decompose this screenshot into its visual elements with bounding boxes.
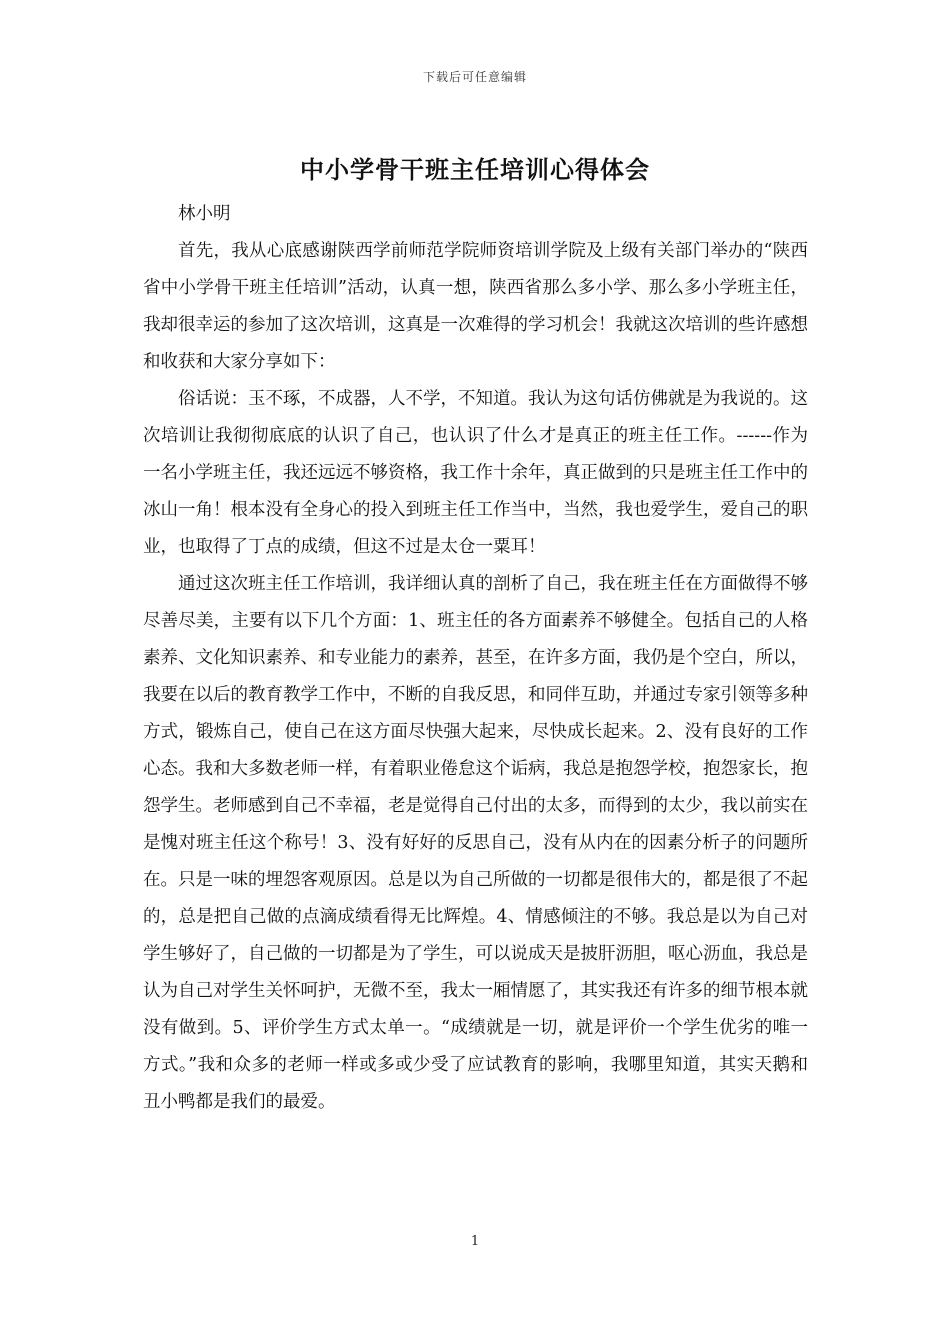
header-note: 下载后可任意编辑 — [422, 70, 527, 84]
document-body — [143, 196, 808, 1121]
paragraph-1: 首先，我从心底感谢陕西学前师范学院师资培训学院及上级有关部门举办的“陕西省中小学骨干班主任培训”活动，认真一想，陕西省那么多小学、那么多小学班主任，我却很幸运的参加了这次培训，这真是一次难得的学习机会！我就这次培训的些许感想和收获和大家分享如下： — [143, 241, 808, 372]
document-title: 中小学骨干班主任培训心得体会 — [300, 155, 650, 184]
page-number: 1 — [470, 1234, 480, 1249]
author-name: 林小明 — [178, 204, 231, 224]
paragraph-3: 通过这次班主任工作培训，我详细认真的剖析了自己，我在班主任在方面做得不够尽善尽美，主要有以下几个方面：1、班主任的各方面素养不够健全。包括自己的人格素养、文化知识素养、和专业能力的素养，甚至，在许多方面，我仍是个空白，所以，我要在以后的教育教学工作中，不断的自我反思，和同伴互助，并通过专家引领等多种方式，锻炼自己，使自己在这方面尽快强大起来，尽快成长起来。2、没有良好的工作心态。我和大多数老师一样，有着职业倦怠这个诟病，我总是抱怨学校，抱怨家长，抱怨学生。老师感到自己不幸福，老是觉得自己付出的太多，而得到的太少，我以前实在是愧对班主任这个称号！3、没有好好的反思自己，没有从内在的因素分析子的问题所在。只是一味的埋怨客观原因。总是以为自己所做的一切都是很伟大的，都是很了不起的，总是把自己做的点滴成绩看得无比辉煌。4、情感倾注的不够。我总是以为自己对学生够好了，自己做的一切都是为了学生，可以说成天是披肝沥胆，呕心沥血，我总是认为自己对学生关怀呵护，无微不至，我太一厢情愿了，其实我还有许多的细节根本就没有做到。5、评价学生方式太单一。“成绩就是一切，就是评价一个学生优劣的唯一方式。”我和众多的老师一样或多或少受了应试教育的影响，我哪里知道，其实天鹅和丑小鸭都是我们的最爱。 — [143, 574, 808, 1112]
paragraph-2: 俗话说：玉不琢，不成器，人不学，不知道。我认为这句话仿佛就是为我说的。这次培训让我彻彻底底的认识了自己，也认识了什么才是真正的班主任工作。------作为一名小学班主任，我还远远不够资格，我工作十余年，真正做到的只是班主任工作中的冰山一角！根本没有全身心的投入到班主任工作当中，当然，我也爱学生，爱自己的职业，也取得了丁点的成绩，但这不过是太仓一粟耳！ — [143, 389, 808, 557]
